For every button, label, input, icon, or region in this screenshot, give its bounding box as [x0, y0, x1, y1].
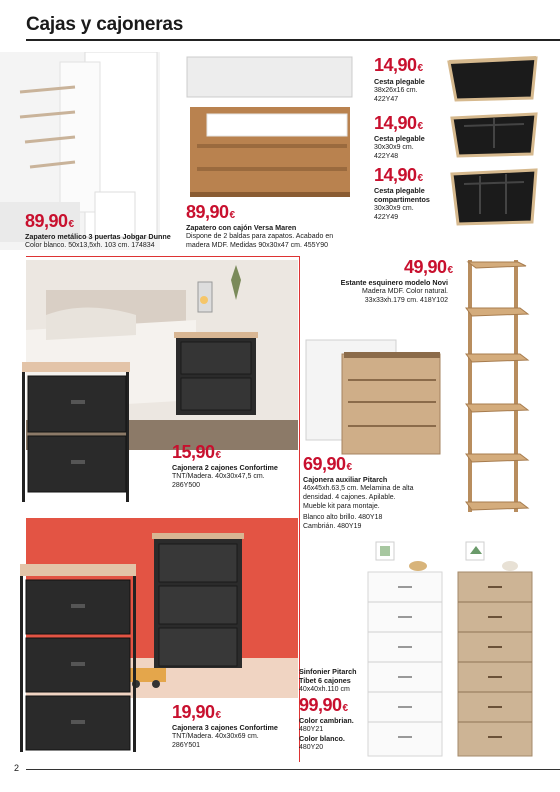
estante-price: 49,90€ [404, 257, 453, 277]
sinfonier-name1: Sinfonier Pitarch [299, 667, 357, 676]
cesta-2-price: 14,90€ [374, 113, 423, 133]
sinfonier-opt1: Color cambrian. [299, 716, 354, 725]
zapatero-metalico-name: Zapatero metálico 3 puertas Jobgar Dunne [25, 232, 171, 241]
estante-desc1: Madera MDF. Color natural. [362, 288, 448, 295]
cesta-3-desc1: 30x30x9 cm. [374, 205, 414, 212]
cajonera-aux-desc2: densidad. 4 cajones. Apilable. [303, 494, 396, 501]
cajonera-aux-price: 69,90€ [303, 454, 352, 474]
cajonera-aux-desc5: Cambrián. 480Y19 [303, 523, 362, 530]
cesta-1-price: 14,90€ [374, 55, 423, 75]
sinfonier-cambrian-image [454, 540, 536, 758]
cesta-1-desc1: 38x26x16 cm. [374, 87, 418, 94]
cajonera-3-name: Cajonera 3 cajones Confortime [172, 723, 278, 732]
page-number: 2 [14, 763, 20, 773]
cesta-2-image [444, 108, 544, 160]
estante-image [458, 258, 538, 516]
cajonera-aux-name: Cajonera auxiliar Pitarch [303, 475, 388, 484]
sinfonier-name2: Tibet 6 cajones [299, 676, 351, 685]
estante-name: Estante esquinero modelo Novi [340, 278, 448, 287]
cajonera-3-product-image [16, 560, 140, 756]
cesta-2-desc1: 30x30x9 cm. [374, 144, 414, 151]
title-rule [26, 39, 560, 41]
sinfonier-price: 99,90€ [299, 695, 348, 715]
cesta-1-image [444, 50, 544, 102]
sinfonier-white-image [364, 540, 446, 758]
cajonera-3-desc1: TNT/Madera. 40x30x69 cm. [172, 733, 259, 740]
cajonera-aux-desc4: Blanco alto brillo. 480Y18 [303, 514, 383, 521]
zapatero-cajon-price: 89,90€ [186, 202, 235, 222]
sinfonier-desc1: 40x40xh.110 cm [299, 686, 350, 693]
cesta-3-desc2: 422Y49 [374, 214, 399, 221]
cesta-3-price: 14,90€ [374, 165, 423, 185]
zapatero-cajon-desc: Dispone de 2 baldas para zapatos. Acabado en madera MDF. Medidas 90x30x47 cm. 455Y90 [186, 233, 334, 250]
cajonera-3-desc2: 286Y501 [172, 742, 201, 749]
cajonera-2-price: 15,90€ [172, 442, 221, 462]
cesta-2-name: Cesta plegable [374, 134, 425, 143]
page-title: Cajas y cajoneras [26, 14, 184, 35]
cesta-2-desc2: 422Y48 [374, 153, 399, 160]
cajonera-3-price: 19,90€ [172, 702, 221, 722]
zapatero-cajon-name: Zapatero con cajón Versa Maren [186, 223, 297, 232]
cesta-3-name1: Cesta plegable [374, 186, 425, 195]
cesta-3-image [444, 164, 544, 230]
cajonera-2-desc1: TNT/Madera. 40x30x47,5 cm. [172, 473, 265, 480]
zapatero-metalico-desc: Color blanco. 50x13,5xh. 103 cm. 174834 [25, 242, 155, 249]
cajonera-2-product-image [16, 356, 134, 506]
cesta-1-name: Cesta plegable [374, 77, 425, 86]
cajonera-aux-desc3: Mueble kit para montaje. [303, 503, 380, 510]
zapatero-cajon-image [182, 52, 362, 202]
zapatero-metalico-image [0, 52, 160, 250]
cajonera-aux-desc1: 46x45xh.63,5 cm. Melamina de alta [303, 485, 414, 492]
sinfonier-opt2: Color blanco. [299, 734, 345, 743]
footer-rule [26, 769, 560, 770]
section-divider-horizontal [26, 256, 300, 257]
sinfonier-code2: 480Y20 [299, 744, 324, 751]
cajonera-2-desc2: 286Y500 [172, 482, 201, 489]
sinfonier-code1: 480Y21 [299, 726, 324, 733]
cajonera-aux-image [302, 334, 448, 456]
estante-desc2: 33x33xh.179 cm. 418Y102 [364, 297, 448, 304]
cajonera-2-name: Cajonera 2 cajones Confortime [172, 463, 278, 472]
cesta-3-name2: compartimentos [374, 195, 430, 204]
cesta-1-desc2: 422Y47 [374, 96, 399, 103]
zapatero-metalico-price: 89,90€ [25, 211, 74, 231]
